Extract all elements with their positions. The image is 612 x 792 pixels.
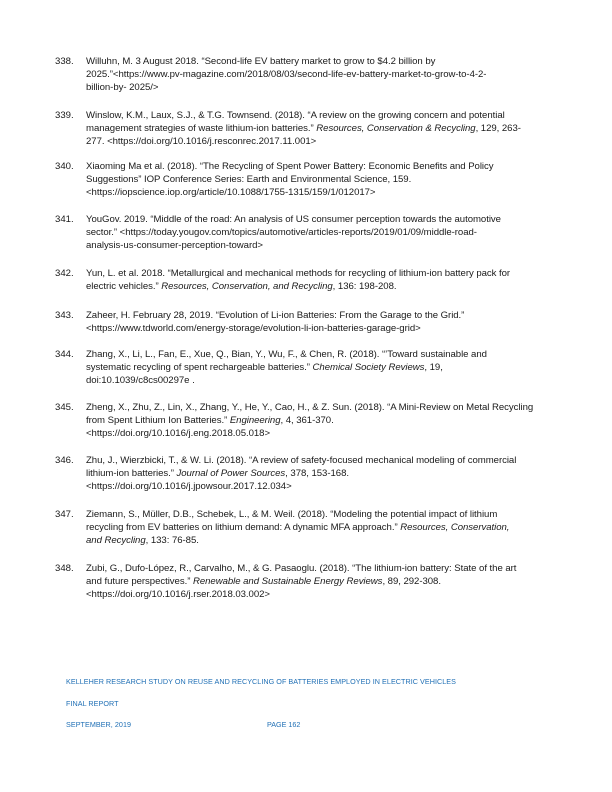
reference-segment: 2025.”<https://www.pv-magazine.com/2018/08/03/second-life-ev-battery-market-to-grow-to-4-2-	[86, 69, 487, 80]
reference-text	[86, 309, 554, 335]
reference-number: 343.	[55, 310, 74, 321]
reference-segment: sector.” <https://today.yougov.com/topics/automotive/articles-reports/2019/01/09/middle-road-	[86, 227, 477, 238]
reference-line	[86, 480, 554, 493]
reference-segment: <https://doi.org/10.1016/j.rser.2018.03.002>	[86, 589, 270, 600]
journal-title: and Recycling	[86, 535, 146, 546]
reference-line	[86, 322, 554, 335]
reference-line	[86, 135, 554, 148]
reference-segment: , 136: 198-208.	[332, 281, 397, 292]
journal-title: Renewable and Sustainable Energy Reviews	[192, 576, 383, 587]
reference-number: 339.	[55, 110, 74, 121]
reference-segment: , 19,	[424, 362, 443, 373]
reference-line	[86, 427, 554, 440]
reference-line	[86, 562, 554, 575]
reference-line	[86, 173, 554, 186]
reference-line	[86, 521, 554, 534]
reference-segment: , 129, 263-	[475, 123, 521, 134]
reference-text	[86, 267, 554, 293]
reference-segment: , 133: 76-85.	[145, 535, 199, 546]
reference-segment: Winslow, K.M., Laux, S.J., & T.G. Townsend. (2018). “A review on the growing concern and potential	[86, 110, 505, 121]
journal-title: Chemical Society Reviews	[312, 362, 425, 373]
reference-line	[86, 508, 554, 521]
reference-segment: billion-by- 2025/>	[86, 82, 159, 93]
reference-segment: Zhu, J., Wierzbicki, T., & W. Li. (2018). “A review of safety-focused mechanical modeling of commercial	[86, 455, 517, 466]
reference-segment: Willuhn, M. 3 August 2018. “Second-life EV battery market to grow to $4.2 billion by	[86, 56, 436, 67]
reference-text	[86, 109, 554, 148]
reference-line	[86, 160, 554, 173]
footer-report-label: FINAL REPORT	[66, 699, 119, 708]
reference-line	[86, 401, 554, 414]
reference-number: 341.	[55, 214, 74, 225]
reference-segment: electric vehicles.”	[86, 281, 162, 292]
reference-line	[86, 575, 554, 588]
reference-segment: Zhang, X., Li, L., Fan, E., Xue, Q., Bian, Y., Wu, F., & Chen, R. (2018). “’Toward sustainable and	[86, 349, 487, 360]
reference-segment: <https://doi.org/10.1016/j.eng.2018.05.018>	[86, 428, 271, 439]
reference-line	[86, 374, 554, 387]
reference-line	[86, 68, 554, 81]
reference-segment: Xiaoming Ma et al. (2018). “The Recycling of Spent Power Battery: Economic Benefits and Policy	[86, 161, 494, 172]
reference-line	[86, 267, 554, 280]
reference-segment: Suggestions” IOP Conference Series: Earth and Environmental Science, 159.	[86, 174, 412, 185]
reference-text	[86, 348, 554, 387]
footer-page-number: PAGE 162	[267, 720, 301, 729]
reference-segment: YouGov. 2019. “Middle of the road: An analysis of US consumer perception towards the automotive	[86, 214, 501, 225]
reference-number: 345.	[55, 402, 74, 413]
reference-line	[86, 467, 554, 480]
reference-segment: from Spent Lithium Ion Batteries.”	[86, 415, 230, 426]
reference-segment: Zubi, G., Dufo-López, R., Carvalho, M., & G. Pasaoglu. (2018). “The lithium-ion battery: State of the art	[86, 563, 517, 574]
reference-number: 340.	[55, 161, 74, 172]
reference-segment: analysis-us-consumer-perception-toward>	[86, 240, 263, 251]
reference-line	[86, 361, 554, 374]
reference-line	[86, 213, 554, 226]
reference-segment: Ziemann, S., Müller, D.B., Schebek, L., & M. Weil. (2018). “Modeling the potential impact of lithium	[86, 509, 498, 520]
reference-segment: Zheng, X., Zhu, Z., Lin, X., Zhang, Y., He, Y., Cao, H., & Z. Sun. (2018). “A Mini-Review on Metal Recycling	[86, 402, 534, 413]
reference-segment: , 89, 292-308.	[382, 576, 441, 587]
journal-title: Journal of Power Sources	[176, 468, 286, 479]
reference-line	[86, 280, 554, 293]
reference-text	[86, 562, 554, 601]
reference-line	[86, 588, 554, 601]
reference-number: 347.	[55, 509, 74, 520]
reference-number: 338.	[55, 56, 74, 67]
reference-segment: , 4, 361-370.	[280, 415, 334, 426]
reference-line	[86, 55, 554, 68]
reference-text	[86, 213, 554, 252]
reference-line	[86, 122, 554, 135]
reference-text	[86, 454, 554, 493]
footer-date: SEPTEMBER, 2019	[66, 720, 132, 729]
reference-number: 342.	[55, 268, 74, 279]
reference-text	[86, 55, 554, 94]
reference-line	[86, 414, 554, 427]
reference-segment: , 378, 153-168.	[285, 468, 349, 479]
reference-line	[86, 454, 554, 467]
reference-text	[86, 401, 554, 440]
journal-title: Resources, Conservation & Recycling	[316, 123, 476, 134]
reference-segment: <https://iopscience.iop.org/article/10.1088/1755-1315/159/1/012017>	[86, 187, 376, 198]
reference-segment: 277. <https://doi.org/10.1016/j.resconrec.2017.11.001>	[86, 136, 317, 147]
reference-line	[86, 109, 554, 122]
reference-line	[86, 348, 554, 361]
reference-segment: Yun, L. et al. 2018. “Metallurgical and mechanical methods for recycling of lithium-ion battery pack for	[86, 268, 511, 279]
reference-segment: management strategies of waste lithium-ion batteries.”	[86, 123, 317, 134]
reference-line	[86, 226, 554, 239]
reference-line	[86, 534, 554, 547]
journal-title: Resources, Conservation,	[400, 522, 510, 533]
reference-number: 344.	[55, 349, 74, 360]
reference-line	[86, 309, 554, 322]
reference-segment: Zaheer, H. February 28, 2019. “Evolution of Li-ion Batteries: From the Garage to the Grid.”	[86, 310, 465, 321]
reference-line	[86, 239, 554, 252]
reference-line	[86, 186, 554, 199]
journal-title: Engineering	[229, 415, 281, 426]
reference-text	[86, 508, 554, 547]
reference-segment: systematic recycling of spent rechargeable batteries.”	[86, 362, 313, 373]
reference-segment: <https://doi.org/10.1016/j.jpowsour.2017.12.034>	[86, 481, 292, 492]
reference-segment: doi:10.1039/c8cs00297e .	[86, 375, 195, 386]
reference-segment: and future perspectives.”	[86, 576, 193, 587]
reference-line	[86, 81, 554, 94]
footer-study-title: KELLEHER RESEARCH STUDY ON REUSE AND RECYCLING OF BATTERIES EMPLOYED IN ELECTRIC VEHICLES	[66, 677, 456, 686]
reference-number: 346.	[55, 455, 74, 466]
journal-title: Resources, Conservation, and Recycling	[161, 281, 333, 292]
reference-segment: lithium-ion batteries.”	[86, 468, 177, 479]
reference-text	[86, 160, 554, 199]
reference-segment: <https://www.tdworld.com/energy-storage/evolution-li-ion-batteries-garage-grid>	[86, 323, 421, 334]
reference-segment: recycling from EV batteries on lithium demand: A dynamic MFA approach.”	[86, 522, 401, 533]
reference-number: 348.	[55, 563, 74, 574]
